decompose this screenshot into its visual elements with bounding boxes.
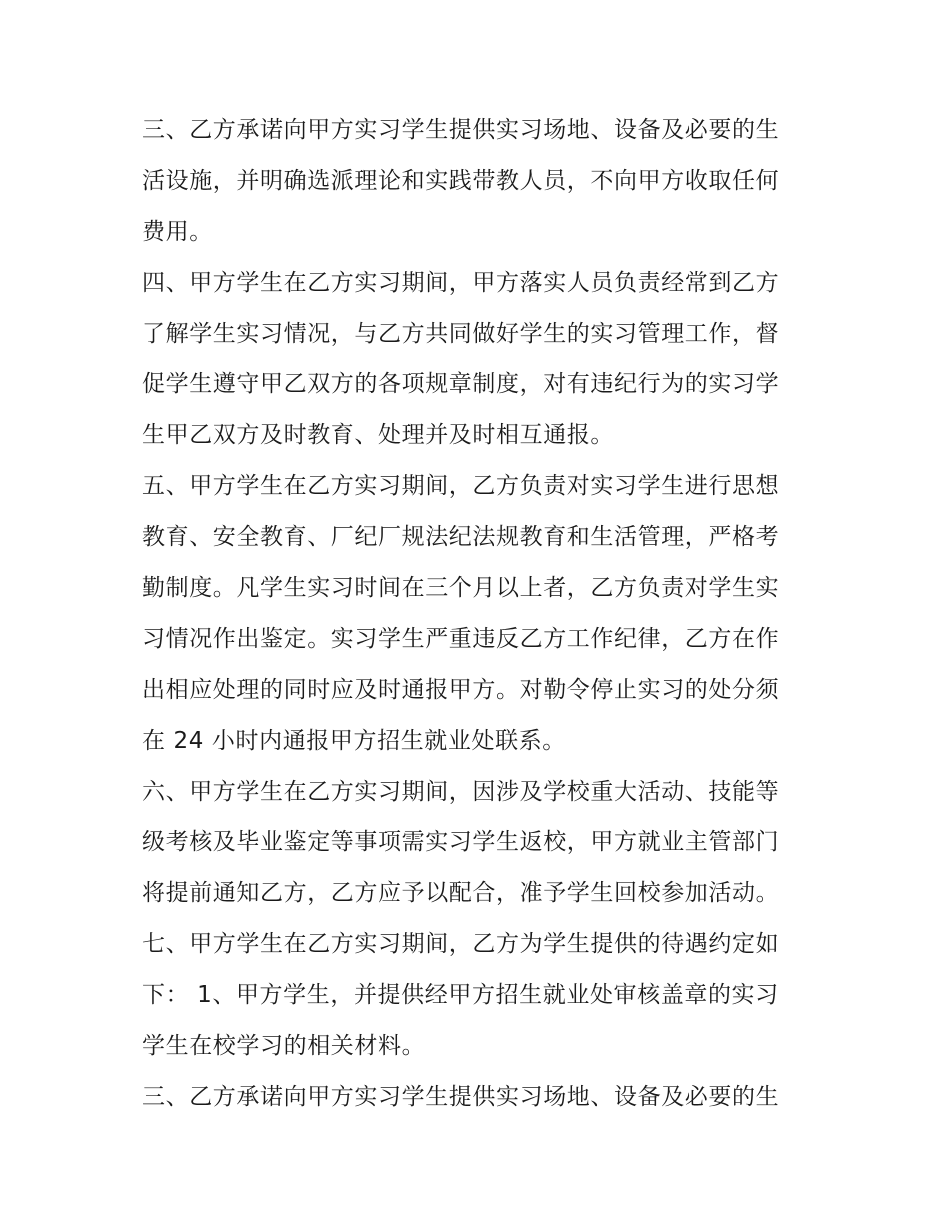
text-line: 活设施，并明确选派理论和实践带教人员，不向甲方收取任何 bbox=[142, 167, 780, 194]
text-line: 三、乙方承诺向甲方实习学生提供实习场地、设备及必要的生 bbox=[142, 1083, 780, 1110]
paragraph-7-treatment bbox=[142, 919, 822, 1072]
paragraph-6-return-to-school bbox=[142, 767, 822, 920]
text-line: 级考核及毕业鉴定等事项需实习学生返校，甲方就业主管部门 bbox=[142, 829, 780, 856]
text-line: 学生在校学习的相关材料。 bbox=[142, 1033, 426, 1060]
document-body bbox=[142, 105, 822, 1123]
text-line: 七、甲方学生在乙方实习期间，乙方为学生提供的待遇约定如 bbox=[142, 931, 780, 958]
paragraph-4-management bbox=[142, 258, 822, 462]
text-line: 将提前通知乙方，乙方应予以配合，准予学生回校参加活动。 bbox=[142, 880, 780, 907]
text-line: 习情况作出鉴定。实习学生严重违反乙方工作纪律，乙方在作 bbox=[142, 625, 780, 652]
text-line: 生甲乙双方及时教育、处理并及时相互通报。 bbox=[142, 422, 614, 449]
text-line: 在 24 小时内通报甲方招生就业处联系。 bbox=[142, 727, 566, 754]
text-line: 四、甲方学生在乙方实习期间，甲方落实人员负责经常到乙方 bbox=[142, 269, 780, 296]
text-line: 下： 1、甲方学生，并提供经甲方招生就业处审核盖章的实习 bbox=[142, 982, 779, 1009]
text-line: 三、乙方承诺向甲方实习学生提供实习场地、设备及必要的生 bbox=[142, 117, 780, 143]
paragraph-3-venue-provision bbox=[142, 105, 822, 258]
paragraph-5-education bbox=[142, 461, 822, 766]
text-line: 五、甲方学生在乙方实习期间，乙方负责对实习学生进行思想 bbox=[142, 473, 780, 500]
text-line: 促学生遵守甲乙双方的各项规章制度，对有违纪行为的实习学 bbox=[142, 371, 780, 398]
text-line: 六、甲方学生在乙方实习期间，因涉及学校重大活动、技能等 bbox=[142, 778, 780, 805]
text-line: 了解学生实习情况，与乙方共同做好学生的实习管理工作，督 bbox=[142, 320, 780, 347]
text-line: 出相应处理的同时应及时通报甲方。对勒令停止实习的处分须 bbox=[142, 676, 780, 703]
text-line: 勤制度。凡学生实习时间在三个月以上者，乙方负责对学生实 bbox=[142, 575, 780, 602]
text-line: 费用。 bbox=[142, 218, 213, 245]
text-line: 教育、安全教育、厂纪厂规法纪法规教育和生活管理，严格考 bbox=[142, 524, 780, 551]
paragraph-3-repeated bbox=[142, 1072, 822, 1123]
